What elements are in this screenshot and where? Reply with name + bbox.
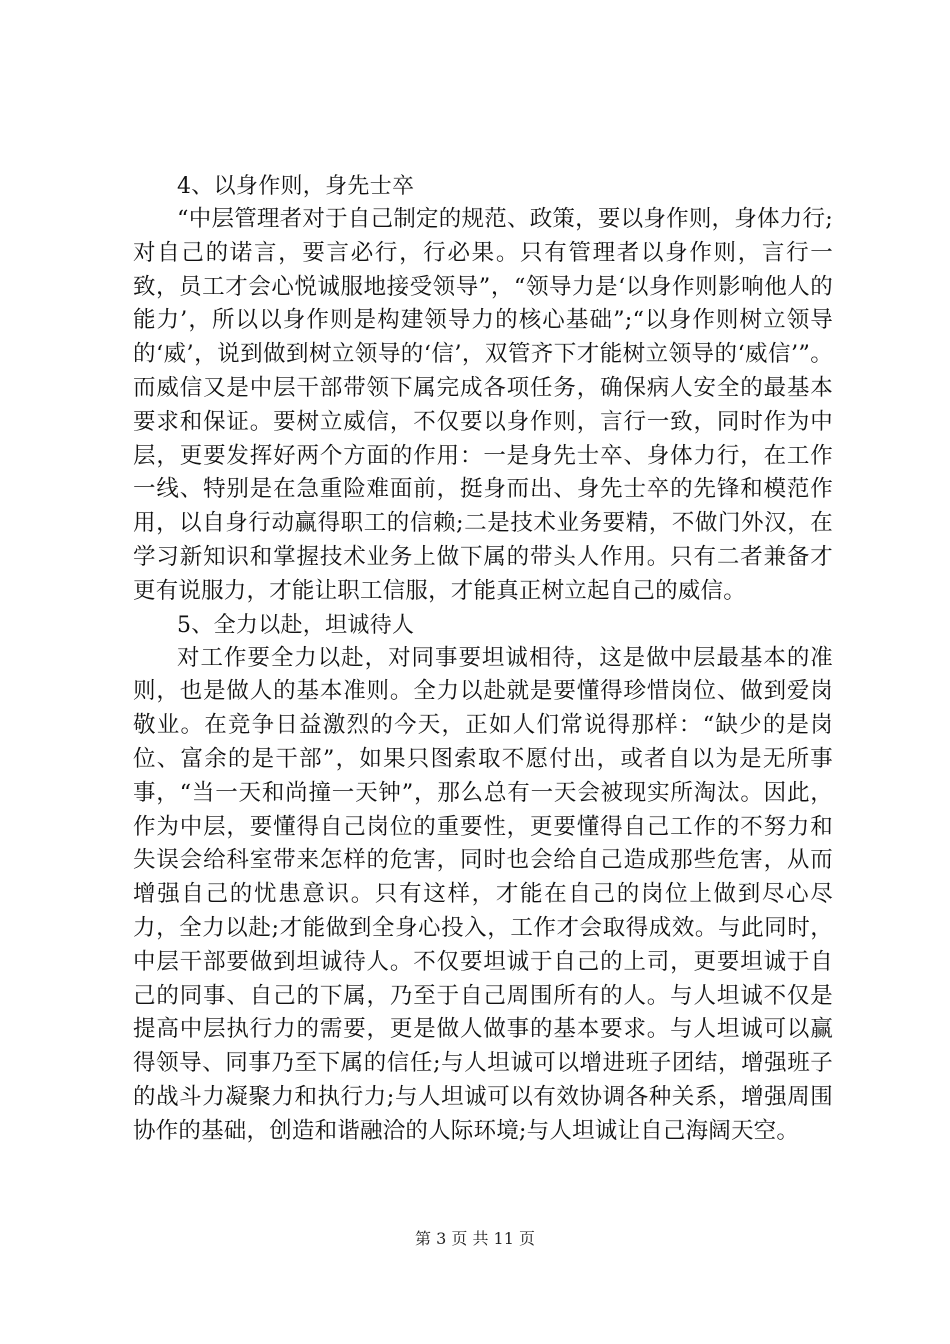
page-footer: 第 3 页 共 11 页 (415, 1229, 535, 1248)
section-5 (133, 609, 833, 1149)
section-paragraph: 对工作要全力以赴，对同事要坦诚相待，这是做中层最基本的准则，也是做人的基本准则。全力以赴就是要懂得珍惜岗位、做到爱岗敬业。在竞争日益激烈的今天，正如人们常说得那样：“缺少的是岗位、富余的是干部”，如果只图索取不愿付出，或者自以为是无所事事，“当一天和尚撞一天钟”，那么总有一天会被现实所淘汰。因此，作为中层，要懂得自己岗位的重要性，更要懂得自己工作的不努力和失误会给科室带来怎样的危害，同时也会给自己造成那些危害，从而增强自己的忧患意识。只有这样，才能在自己的岗位上做到尽心尽力，全力以赴;才能做到全身心投入，工作才会取得成效。与此同时，中层干部要做到坦诚待人。不仅要坦诚于自己的上司，更要坦诚于自己的同事、自己的下属，乃至于自己周围所有的人。与人坦诚不仅是提高中层执行力的需要，更是做人做事的基本要求。与人坦诚可以赢得领导、同事乃至下属的信任;与人坦诚可以增进班子团结，增强班子的战斗力凝聚力和执行力;与人坦诚可以有效协调各种关系，增强周围协作的基础，创造和谐融洽的人际环境;与人坦诚让自己海阔天空。 (133, 644, 833, 1144)
section-4 (133, 170, 833, 609)
section-heading: 4、以身作则，身先士卒 (177, 174, 415, 199)
document-body (133, 170, 833, 1149)
section-heading: 5、全力以赴，坦诚待人 (177, 612, 415, 638)
section-paragraph: “中层管理者对于自己制定的规范、政策，要以身作则，身体力行;对自己的诺言，要言必行，行必果。只有管理者以身作则，言行一致，员工才会心悦诚服地接受领导”，“领导力是‘以身作则影响他人的能力’，所以以身作则是构建领导力的核心基础”;“以身作则树立领导的‘威’，说到做到树立领导的‘信’，双管齐下才能树立领导的‘威信’”。而威信又是中层干部带领下属完成各项任务，确保病人安全的最基本要求和保证。要树立威信，不仅要以身作则，言行一致，同时作为中层，更要发挥好两个方面的作用：一是身先士卒、身体力行，在工作一线、特别是在急重险难面前，挺身而出、身先士卒的先锋和模范作用，以自身行动赢得职工的信赖;二是技术业务要精，不做门外汉，在学习新知识和掌握技术业务上做下属的带头人作用。只有二者兼备才更有说服力，才能让职工信服，才能真正树立起自己的威信。 (133, 206, 833, 604)
